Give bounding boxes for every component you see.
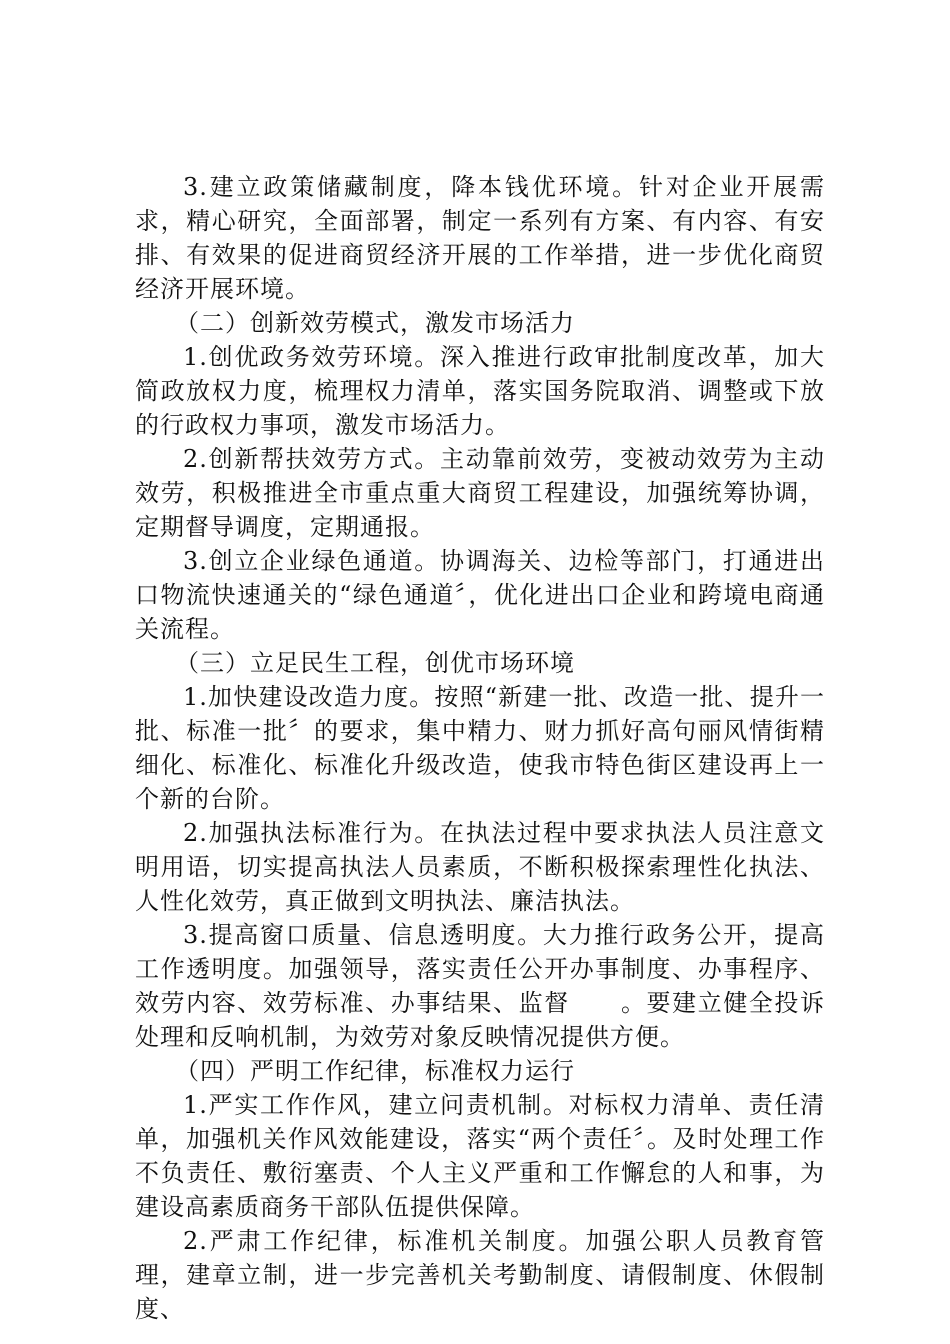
section-heading-2: （二）创新效劳模式，激发市场活力 xyxy=(175,309,575,337)
paragraph-1-3: 3.建立政策储藏制度，降本钱优环境。针对企业开展需求，精心研究，全面部署，制定一系列有方案、有内容、有安排、有效果的促进商贸经济开展的工作举措，进一步优化商贸经济开展环境。 xyxy=(135,173,825,303)
paragraph-3-2: 2.加强执法标准行为。在执法过程中要求执法人员注意文明用语，切实提高执法人员素质，不断积极探索理性化执法、人性化效劳，真正做到文明执法、廉洁执法。 xyxy=(135,819,825,915)
paragraph-3-1: 1.加快建设改造力度。按照“新建一批、改造一批、提升一批、标准一批〞的要求，集中精力、财力抓好高句丽风情街精细化、标准化、标准化升级改造，使我市特色街区建设再上一个新的台阶。 xyxy=(135,683,825,813)
paragraph-2-2: 2.创新帮扶效劳方式。主动靠前效劳，变被动效劳为主动效劳，积极推进全市重点重大商贸工程建设，加强统筹协调，定期督导调度，定期通报。 xyxy=(135,445,825,541)
paragraph-4-1: 1.严实工作作风，建立问责机制。对标权力清单、责任清单，加强机关作风效能建设，落实“两个责任〞。及时处理工作不负责任、敷衍塞责、个人主义严重和工作懈怠的人和事，为建设高素质商务干部队伍提供保障。 xyxy=(135,1091,825,1221)
document-body xyxy=(135,170,825,1326)
paragraph-2-1: 1.创优政务效劳环境。深入推进行政审批制度改革，加大简政放权力度，梳理权力清单，落实国务院取消、调整或下放的行政权力事项，激发市场活力。 xyxy=(135,343,825,439)
section-heading-4: （四）严明工作纪律，标准权力运行 xyxy=(175,1057,575,1085)
paragraph-4-2: 2.严肃工作纪律，标准机关制度。加强公职人员教育管理，建章立制，进一步完善机关考勤制度、请假制度、休假制度、 xyxy=(135,1227,825,1323)
paragraph-3-3: 3.提高窗口质量、信息透明度。大力推行政务公开，提高工作透明度。加强领导，落实责任公开办事制度、办事程序、效劳内容、效劳标准、办事结果、监督 。要建立健全投诉处理和反响机制，为效劳对象反映情况提供方便。 xyxy=(135,921,825,1051)
paragraph-2-3: 3.创立企业绿色通道。协调海关、边检等部门，打通进出口物流快速通关的“绿色通道〞，优化进出口企业和跨境电商通关流程。 xyxy=(135,547,825,643)
section-heading-3: （三）立足民生工程，创优市场环境 xyxy=(175,649,575,677)
